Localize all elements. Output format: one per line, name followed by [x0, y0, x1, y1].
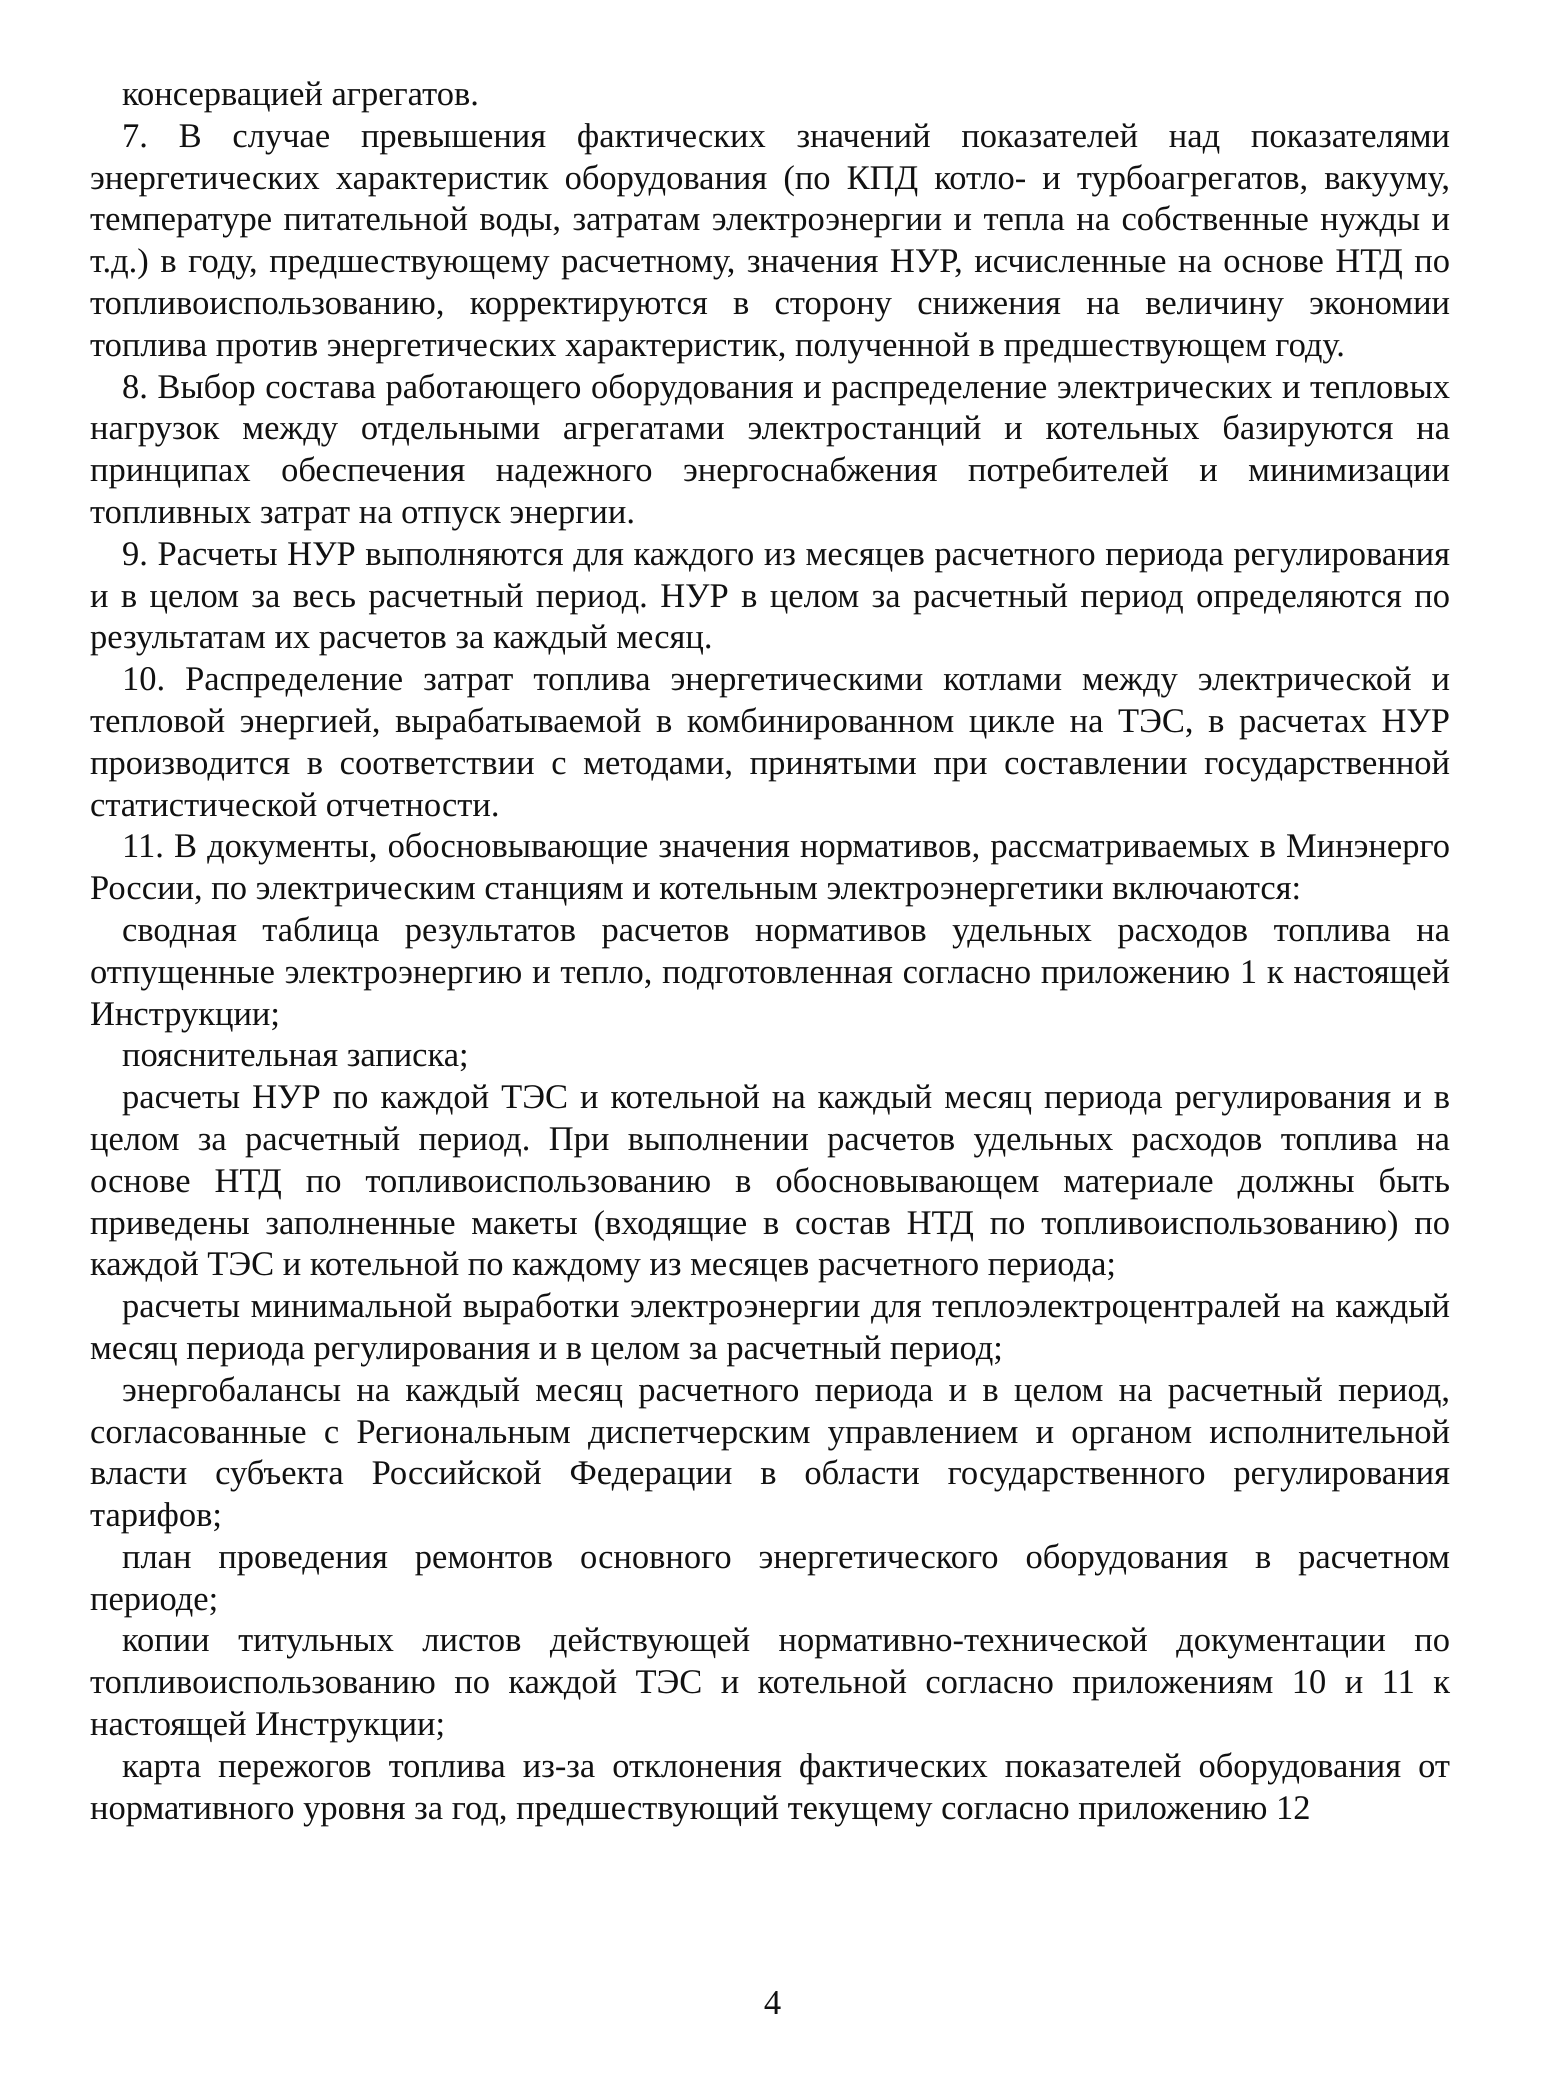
paragraph-item-10: 10. Распределение затрат топлива энергетическими котлами между электрической и тепловой энергией, вырабатываемой в комбинированном цикле на ТЭС, в расчетах НУР производится в соответствии с методами, принятыми при составлении государственной статистической отчетности.: [90, 660, 1450, 824]
list-item-overburn-map: карта пережогов топлива из-за отклонения фактических показателей оборудования от нормативного уровня за год, предшествующий текущему согласно приложению 12: [90, 1746, 1450, 1827]
list-item-title-copies: копии титульных листов действующей нормативно-технической документации по топливоиспользованию по каждой ТЭС и котельной согласно приложениям 10 и 11 к настоящей Инструкции;: [90, 1621, 1450, 1744]
list-item-energy-balances: энергобалансы на каждый месяц расчетного периода и в целом на расчетный период, согласованные с Региональным диспетчерским управлением и органом исполнительной власти субъекта Российской Федерации в области государственного регулирования тарифов;: [90, 1370, 1450, 1535]
document-body: [90, 74, 1450, 1829]
list-item-min-generation: расчеты минимальной выработки электроэнергии для теплоэлектроцентралей на каждый месяц периода регулирования и в целом за расчетный период;: [90, 1287, 1450, 1367]
list-item-repair-plan: план проведения ремонтов основного энергетического оборудования в расчетном периоде;: [90, 1537, 1450, 1618]
list-item-summary-table: сводная таблица результатов расчетов нормативов удельных расходов топлива на отпущенные электроэнергию и тепло, подготовленная согласно приложению 1 к настоящей Инструкции;: [90, 910, 1450, 1033]
paragraph-continuation: консервацией агрегатов.: [122, 75, 479, 113]
list-item-nur-calculations: расчеты НУР по каждой ТЭС и котельной на каждый месяц периода регулирования и в целом за расчетный период. При выполнении расчетов удельных расходов топлива на основе НТД по топливоиспользованию в обосновывающем материале должны быть приведены заполненные макеты (входящие в состав НТД по топливоиспользованию) по каждой ТЭС и котельной по каждому из месяцев расчетного периода;: [90, 1078, 1450, 1284]
page-number: 4: [763, 1984, 782, 2022]
paragraph-item-11: 11. В документы, обосновывающие значения нормативов, рассматриваемых в Минэнерго России, по электрическим станциям и котельным электроэнергетики включаются:: [90, 827, 1450, 908]
list-item-explanatory-note: пояснительная записка;: [122, 1036, 469, 1075]
paragraph-item-8: 8. Выбор состава работающего оборудования и распределение электрических и тепловых нагрузок между отдельными агрегатами электростанций и котельных базируются на принципах обеспечения надежного энергоснабжения потребителей и минимизации топливных затрат на отпуск энергии.: [90, 367, 1450, 531]
paragraph-item-7: 7. В случае превышения фактических значений показателей над показателями энергетических характеристик оборудования (по КПД котло- и турбоагрегатов, вакууму, температуре питательной воды, затратам электроэнергии и тепла на собственные нужды и т.д.) в году, предшествующему расчетному, значения НУР, исчисленные на основе НТД по топливоиспользованию, корректируются в сторону снижения на величину экономии топлива против энергетических характеристик, полученной в предшествующем году.: [90, 116, 1450, 364]
paragraph-item-9: 9. Расчеты НУР выполняются для каждого из месяцев расчетного периода регулирования и в целом за весь расчетный период. НУР в целом за расчетный период определяются по результатам их расчетов за каждый месяц.: [90, 534, 1450, 657]
